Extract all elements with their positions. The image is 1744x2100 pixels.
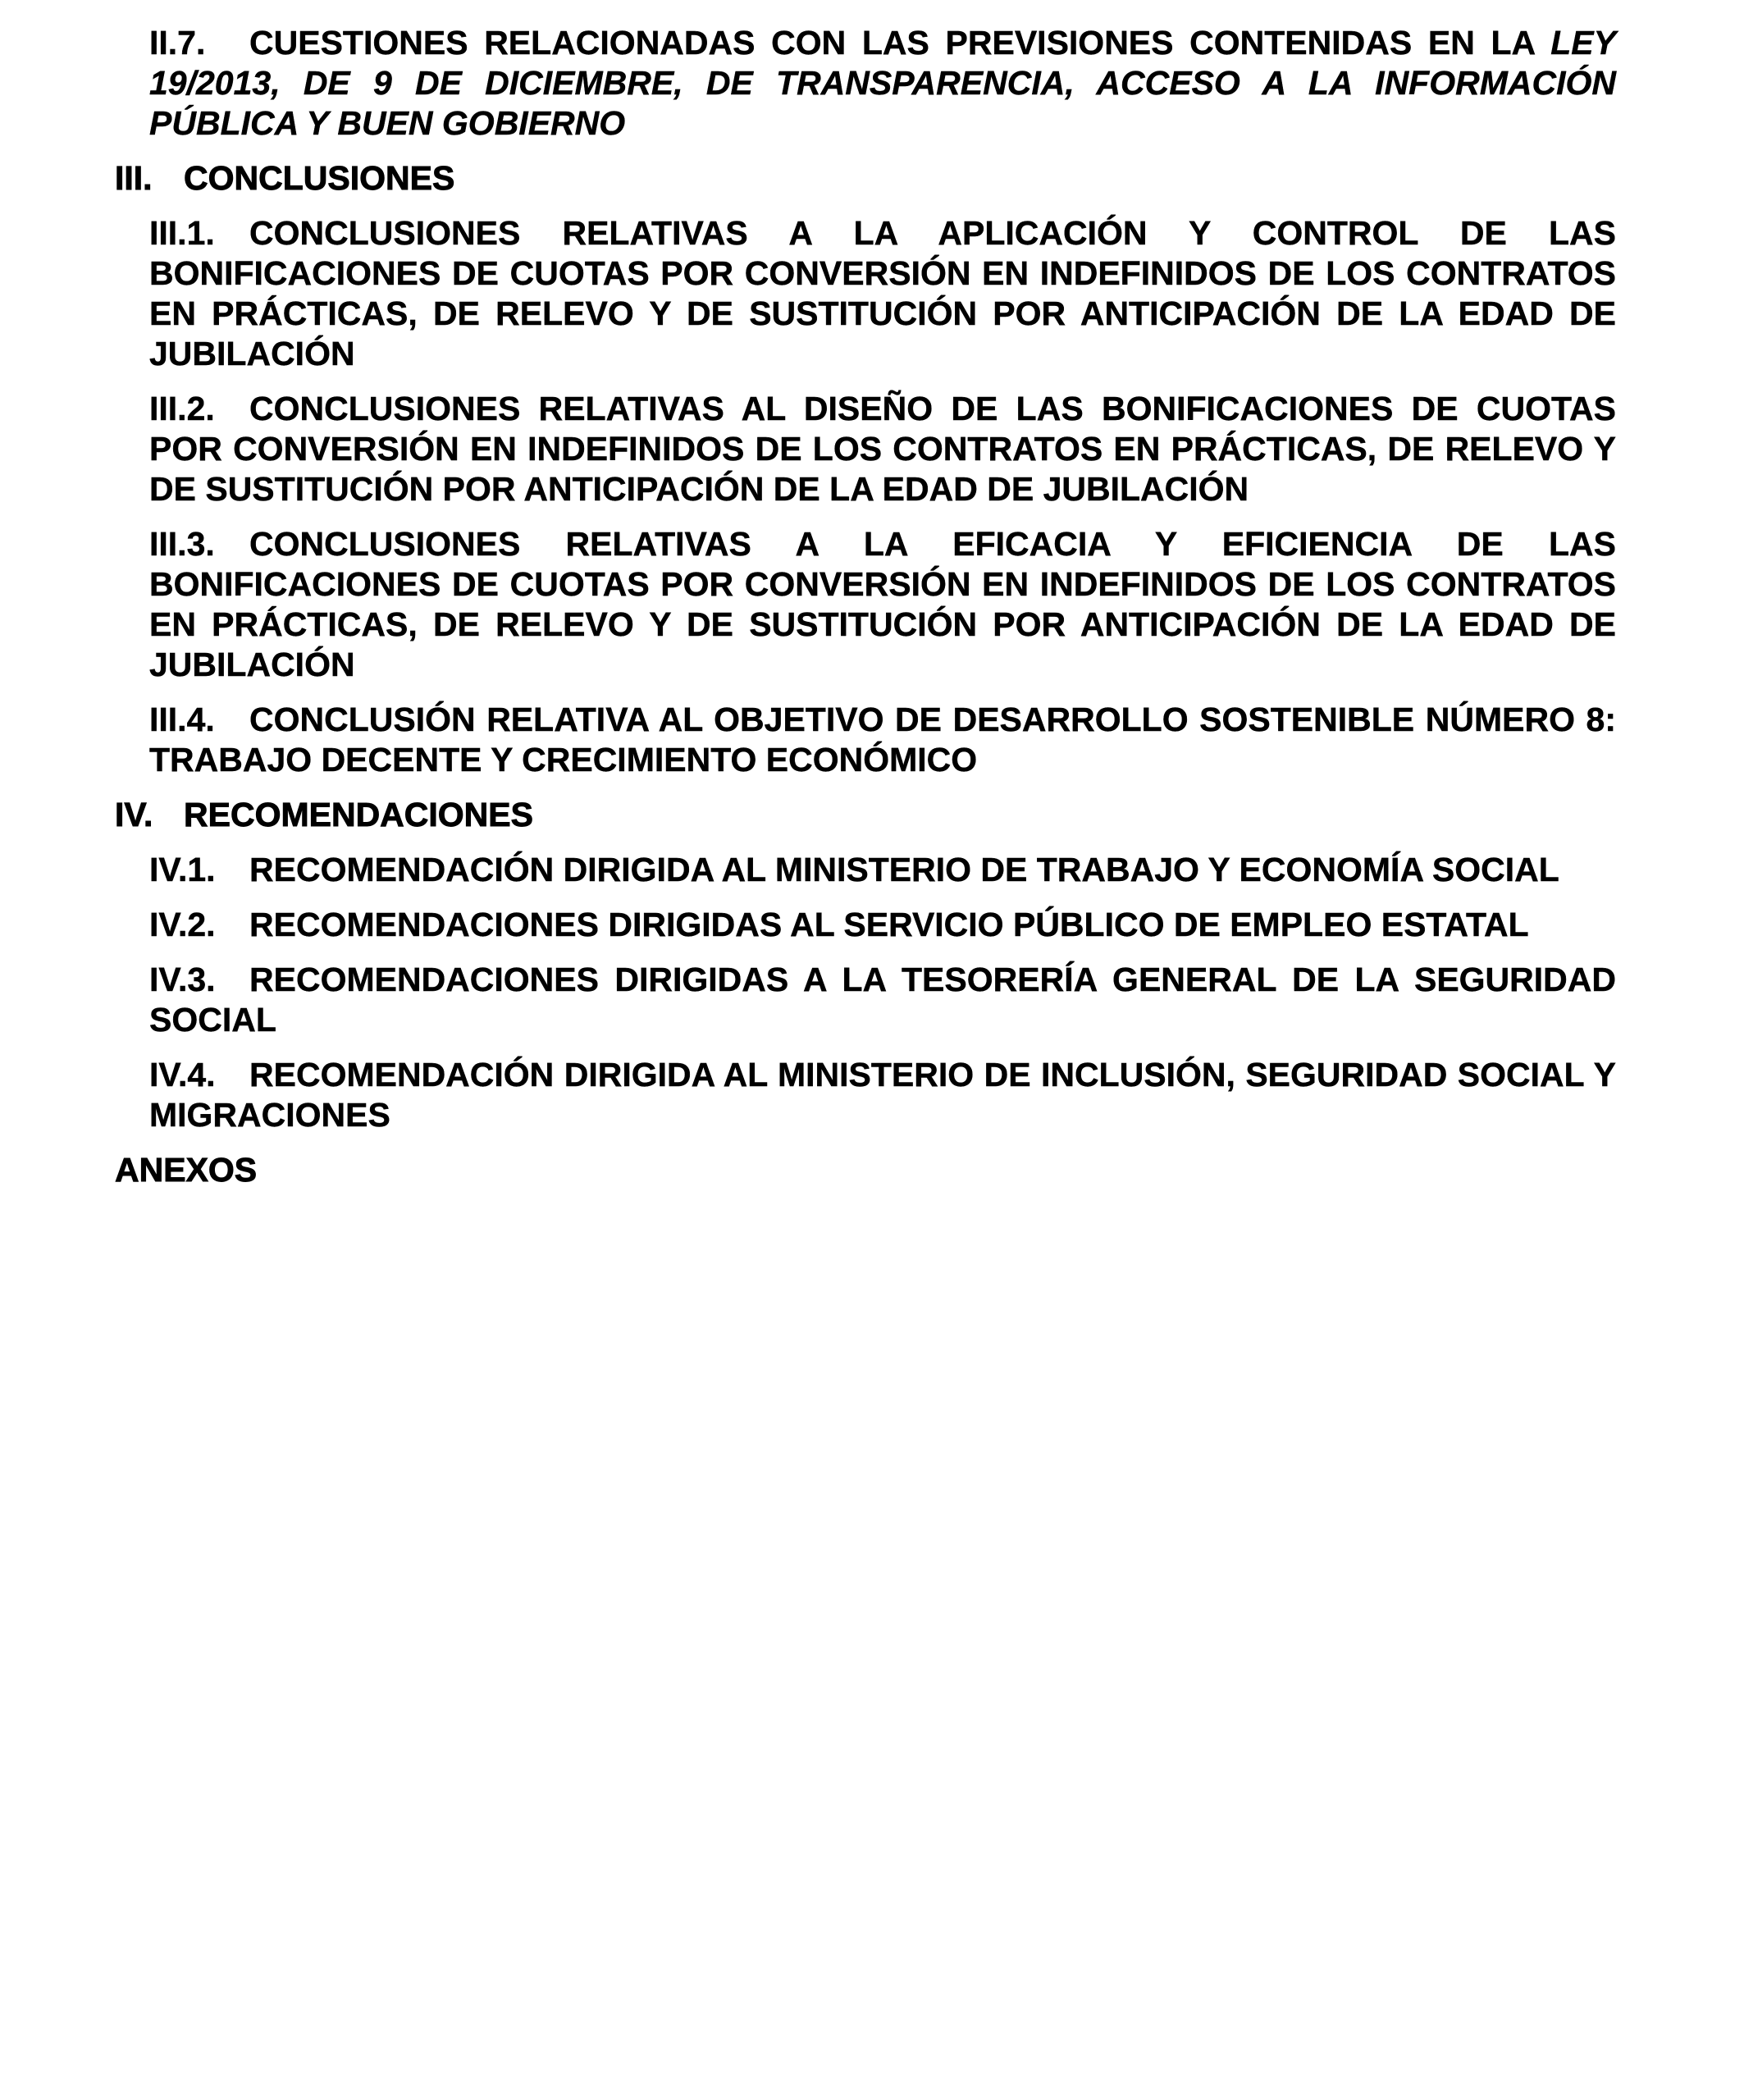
toc-entry-number: IV.3.: [149, 961, 216, 998]
toc-entry-title: CONCLUSIONES RELATIVAS AL DISEÑO DE LAS BONIFICACIONES DE CUOTAS POR CONVERSIÓN EN INDEFINIDOS DE LOS CONTRATOS EN PRÁCTICAS, DE RELEVO Y DE SUSTITUCIÓN POR ANTICIPACIÓN DE LA EDAD DE JUBILACIÓN: [149, 390, 1616, 508]
toc-section-number: III.: [115, 159, 153, 197]
toc-entry-iii-2: [149, 389, 1616, 509]
toc-entry-title: RECOMENDACIÓN DIRIGIDA AL MINISTERIO DE TRABAJO Y ECONOMÍA SOCIAL: [249, 851, 1559, 888]
toc-section-iv: [115, 795, 1616, 835]
toc-entry-number: IV.2.: [149, 906, 216, 943]
toc-entry-title: CONCLUSIÓN RELATIVA AL OBJETIVO DE DESARROLLO SOSTENIBLE NÚMERO 8: TRABAJO DECENTE Y CRECIMIENTO ECONÓMICO: [149, 701, 1616, 778]
toc-entry-iv-4: [149, 1055, 1616, 1135]
toc-entry-number: II.7.: [149, 24, 206, 62]
toc-entry-iv-3: [149, 960, 1616, 1040]
toc-entry-iii-1: [149, 213, 1616, 374]
toc-entry-iv-1: [149, 850, 1616, 890]
toc-section-anexos: [115, 1150, 1616, 1190]
toc-section-number: IV.: [115, 796, 153, 833]
toc-section-title: CONCLUSIONES: [184, 159, 455, 197]
toc-entry-number: IV.1.: [149, 851, 216, 888]
toc-entry-title: CUESTIONES RELACIONADAS CON LAS PREVISIONES CONTENIDAS EN LA: [249, 24, 1551, 62]
toc-entry-iv-2: [149, 905, 1616, 945]
toc-entry-number: III.4.: [149, 701, 215, 738]
toc-entry-title-italic: LEY 19/2013, DE 9 DE DICIEMBRE, DE TRANSPARENCIA, ACCESO A LA INFORMACIÓN PÚBLICA Y BUEN GOBIERNO: [149, 24, 1616, 142]
toc-entry-title: RECOMENDACIONES DIRIGIDAS AL SERVICIO PÚBLICO DE EMPLEO ESTATAL: [249, 906, 1529, 943]
toc-entry-title: RECOMENDACIÓN DIRIGIDA AL MINISTERIO DE INCLUSIÓN, SEGURIDAD SOCIAL Y MIGRACIONES: [149, 1056, 1616, 1134]
toc-section-title: RECOMENDACIONES: [184, 796, 533, 833]
toc-entry-ii-7: [149, 23, 1616, 144]
toc-entry-number: IV.4.: [149, 1056, 216, 1093]
toc-entry-title: CONCLUSIONES RELATIVAS A LA EFICACIA Y EFICIENCIA DE LAS BONIFICACIONES DE CUOTAS POR CONVERSIÓN EN INDEFINIDOS DE LOS CONTRATOS EN PRÁCTICAS, DE RELEVO Y DE SUSTITUCIÓN POR ANTICIPACIÓN DE LA EDAD DE JUBILACIÓN: [149, 525, 1616, 683]
toc-entry-number: III.3.: [149, 525, 215, 563]
toc-entry-title: RECOMENDACIONES DIRIGIDAS A LA TESORERÍA GENERAL DE LA SEGURIDAD SOCIAL: [149, 961, 1616, 1039]
toc-entry-iii-4: [149, 700, 1616, 780]
toc-entry-iii-3: [149, 524, 1616, 685]
toc-entry-title: CONCLUSIONES RELATIVAS A LA APLICACIÓN Y CONTROL DE LAS BONIFICACIONES DE CUOTAS POR CONVERSIÓN EN INDEFINIDOS DE LOS CONTRATOS EN PRÁCTICAS, DE RELEVO Y DE SUSTITUCIÓN POR ANTICIPACIÓN DE LA EDAD DE JUBILACIÓN: [149, 214, 1616, 372]
toc-entry-number: III.1.: [149, 214, 215, 252]
toc-section-iii: [115, 158, 1616, 199]
toc-section-title: ANEXOS: [115, 1151, 258, 1189]
toc-entry-number: III.2.: [149, 390, 215, 427]
table-of-contents: [115, 23, 1616, 1205]
